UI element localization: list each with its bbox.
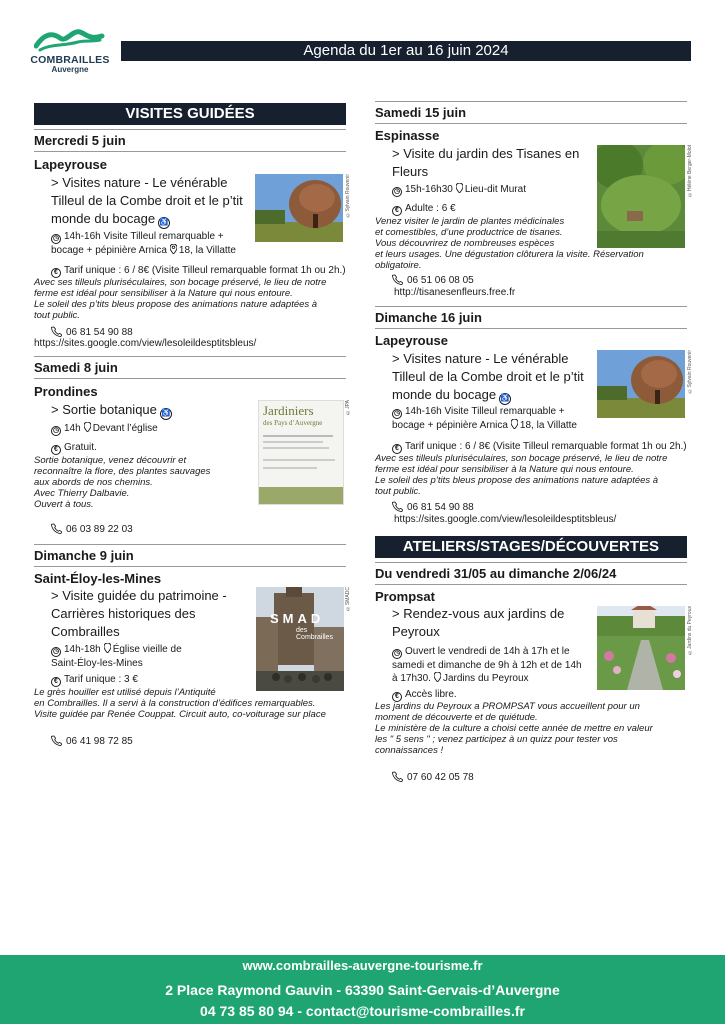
event-place: Lapeyrouse xyxy=(375,333,448,348)
event-time xyxy=(392,405,577,432)
accessibility-icon: ♿ xyxy=(160,408,172,420)
event-title xyxy=(51,401,172,420)
time-text: bocage + pépinière Arnica xyxy=(51,245,167,256)
poster-title: Jardiniers xyxy=(263,403,314,418)
phone-number: 06 51 06 08 05 xyxy=(407,275,474,286)
desc-line: Avec ses tilleuls pluriséculaires, son bocage préservé, le lieu de notre xyxy=(34,277,327,288)
event-description xyxy=(34,687,326,720)
desc-line: tout public. xyxy=(34,310,80,321)
location-pin-icon xyxy=(456,183,463,193)
price-text: Adulte : 6 € xyxy=(405,203,456,214)
footer-website[interactable]: www.combrailles-auvergne-tourisme.fr xyxy=(242,958,483,973)
event-title-line: Tilleul de la Combe droit et le p’tit xyxy=(51,193,243,208)
location-text: Saint-Éloy-les-Mines xyxy=(51,658,143,669)
time-text: bocage + pépinière Arnica xyxy=(392,420,508,431)
event-phone xyxy=(51,735,133,748)
event-place: Saint-Éloy-les-Mines xyxy=(34,571,162,586)
event-url[interactable]: http://tisanesenfleurs.free.fr xyxy=(394,287,516,298)
event-price xyxy=(51,264,346,278)
photo-credit: ©SMADC xyxy=(345,587,351,612)
event-time xyxy=(51,643,182,670)
time-text: Ouvert le vendredi de 14h à 17h et le xyxy=(405,646,570,657)
phone-icon xyxy=(51,523,62,534)
photo-sign-text: SMAD xyxy=(270,611,325,626)
day-header xyxy=(375,562,687,581)
clock-icon: ◷ xyxy=(393,188,401,195)
event-title-line: monde du bocage xyxy=(392,387,497,402)
phone-icon xyxy=(51,326,62,337)
location-text: Jardins du Peyroux xyxy=(442,673,529,684)
event-title-line: > Visites nature - Le vénérable xyxy=(51,175,228,190)
desc-line: Le grès houiller est utilisé depuis l’Antiquité xyxy=(34,687,216,698)
event-description xyxy=(375,453,667,497)
desc-line: reconnaître la flore, des plantes sauvages xyxy=(34,466,211,477)
footer-address: 2 Place Raymond Gauvin - 63390 Saint-Gervais-d’Auvergne xyxy=(165,982,560,998)
desc-line: Le soleil des p’tits bleus propose des animations nature adaptées à xyxy=(34,299,318,310)
event-price xyxy=(392,440,687,454)
photo-credit: ©Sylvain Rouvenir xyxy=(687,350,693,394)
euro-icon: € xyxy=(51,445,61,455)
event-time xyxy=(392,183,526,197)
event-price xyxy=(51,441,97,455)
event-phone xyxy=(392,274,474,287)
day-header xyxy=(34,544,346,563)
event-price xyxy=(392,688,457,702)
price-text: Gratuit. xyxy=(64,442,97,453)
price-text: Tarif unique : 6 / 8€ (Visite Tilleul remarquable format 1h ou 2h.) xyxy=(405,441,687,452)
phone-icon xyxy=(392,771,403,782)
location-pin-icon xyxy=(434,672,441,682)
event-time xyxy=(51,230,236,257)
location-pin-icon xyxy=(170,244,177,254)
clock-icon: ◷ xyxy=(393,650,401,657)
phone-number: 06 41 98 72 85 xyxy=(66,736,133,747)
photo-credit: ©Sylvain Rouvenir xyxy=(345,174,351,218)
time-text: 14h xyxy=(64,423,81,434)
desc-line: Avec Thierry Dalbavie. xyxy=(34,488,130,499)
event-place: Prondines xyxy=(34,384,98,399)
time-text: 14h-16h Visite Tilleul remarquable + xyxy=(405,406,565,417)
time-text: 14h-18h xyxy=(64,644,101,655)
event-title-line: > Rendez-vous aux jardins de xyxy=(392,606,565,621)
combrailles-logo xyxy=(30,26,110,76)
page-title: Agenda du 1er au 16 juin 2024 xyxy=(121,41,691,61)
photo-credit: ©Hélène Berger-Molot xyxy=(687,145,693,198)
desc-line: ferme est idéal pour sensibiliser à la Nature qui nous entoure. xyxy=(375,464,634,475)
phone-icon xyxy=(392,274,403,285)
peyroux-garden-photo xyxy=(597,606,685,690)
event-description xyxy=(34,455,210,510)
jardiniers-poster xyxy=(258,400,344,505)
location-text: 18, la Villatte xyxy=(178,245,236,256)
euro-icon: € xyxy=(392,206,402,216)
time-text: 14h-16h Visite Tilleul remarquable + xyxy=(64,231,224,242)
event-title-line: > Visite du jardin des Tisanes en xyxy=(392,146,580,161)
accessibility-icon: ♿ xyxy=(158,217,170,229)
location-text: 18, la Villatte xyxy=(519,420,577,431)
event-url[interactable]: https://sites.google.com/view/lesoleildesptitsbleus/ xyxy=(394,514,617,525)
clock-icon: ◷ xyxy=(52,427,60,434)
event-title-line: monde du bocage xyxy=(51,211,156,226)
desc-line: en Combrailles. Il a servi à la construction d’édifices remarquables. xyxy=(34,698,316,709)
event-title xyxy=(392,145,579,181)
day-date: Dimanche 16 juin xyxy=(375,310,482,325)
event-place: Prompsat xyxy=(375,589,435,604)
logo-mark-icon xyxy=(34,26,106,54)
event-title-line: > Visites nature - Le vénérable xyxy=(392,351,569,366)
clock-icon: ◷ xyxy=(393,410,401,417)
desc-line: Vous découvrirez de nombreuses espèces xyxy=(375,238,555,249)
desc-line: connaissances ! xyxy=(375,745,444,756)
desc-line: Le ministère de la culture a choisi cette année de mettre en valeur xyxy=(375,723,653,734)
event-title-line: Combrailles xyxy=(51,624,120,639)
time-text: 15h-16h30 xyxy=(405,184,453,195)
event-title-line: Fleurs xyxy=(392,164,429,179)
event-phone xyxy=(51,523,133,536)
event-price xyxy=(392,202,456,216)
desc-line: Les jardins du Peyroux a PROMPSAT vous accueillent pour un xyxy=(375,701,640,712)
event-title xyxy=(392,350,584,405)
accessibility-icon: ♿ xyxy=(499,393,511,405)
clock-icon: ◷ xyxy=(52,648,60,655)
location-text: Lieu-dit Murat xyxy=(464,184,526,195)
event-title xyxy=(392,605,564,641)
desc-line: les " 5 sens " ; venez participez à un quizz pour tester vos xyxy=(375,734,618,745)
phone-number: 06 81 54 90 88 xyxy=(407,502,474,513)
euro-icon: € xyxy=(392,692,402,702)
phone-number: 06 03 89 22 03 xyxy=(66,524,133,535)
desc-line: obligatoire. xyxy=(375,260,422,271)
day-header xyxy=(34,129,346,148)
desc-line: Avec ses tilleuls pluriséculaires, son bocage préservé, le lieu de notre xyxy=(375,453,668,464)
tilleul-photo xyxy=(597,350,685,418)
footer-contact[interactable]: 04 73 85 80 94 - contact@tourisme-combrailles.fr xyxy=(200,1003,525,1019)
day-header xyxy=(34,356,346,375)
photo-credit: ©Jardins du Peyroux xyxy=(687,606,693,655)
event-price xyxy=(51,673,138,687)
euro-icon: € xyxy=(392,444,402,454)
desc-line: et leurs usages. Une dégustation clôturera la visite. Réservation xyxy=(375,249,644,260)
desc-line: Sortie botanique, venez découvrir et xyxy=(34,455,187,466)
event-description xyxy=(375,701,653,756)
location-text: Église vieille de xyxy=(112,644,182,655)
desc-line: Le soleil des p’tits bleus propose des animations nature adaptées à xyxy=(375,475,659,486)
phone-icon xyxy=(392,501,403,512)
event-time xyxy=(392,645,582,685)
event-description xyxy=(375,216,644,271)
day-date: Du vendredi 31/05 au dimanche 2/06/24 xyxy=(375,566,617,581)
desc-line: ferme est idéal pour sensibiliser à la Nature qui nous entoure. xyxy=(34,288,293,299)
desc-line: Venez visiter le jardin de plantes médicinales xyxy=(375,216,565,227)
section-header-ateliers: ATELIERS/STAGES/DÉCOUVERTES xyxy=(375,536,687,558)
day-date: Dimanche 9 juin xyxy=(34,548,134,563)
event-title-line: > Sortie botanique xyxy=(51,402,157,417)
logo-subtitle: Auvergne xyxy=(51,65,89,74)
event-title-line: Peyroux xyxy=(392,624,440,639)
logo-name: COMBRAILLES xyxy=(30,54,110,66)
day-header xyxy=(375,306,687,325)
clock-icon: ◷ xyxy=(52,235,60,242)
event-description xyxy=(34,277,326,321)
phone-icon xyxy=(51,735,62,746)
event-phone xyxy=(392,501,474,514)
desc-line: moment de découverte et de quiétude. xyxy=(375,712,538,723)
tilleul-photo xyxy=(255,174,343,242)
event-place: Lapeyrouse xyxy=(34,157,107,172)
day-date: Samedi 15 juin xyxy=(375,105,467,120)
event-time xyxy=(51,422,158,436)
poster-subtitle: des Pays d’Auvergne xyxy=(263,419,323,427)
desc-line: et comestibles, d’une productrice de tisanes. xyxy=(375,227,563,238)
location-pin-icon xyxy=(104,643,111,653)
event-title xyxy=(51,587,227,641)
day-date: Samedi 8 juin xyxy=(34,360,118,375)
event-title xyxy=(51,174,243,229)
price-text: Accès libre. xyxy=(405,689,457,700)
section-header-visites: VISITES GUIDÉES xyxy=(34,103,346,125)
event-place: Espinasse xyxy=(375,128,440,143)
euro-icon: € xyxy=(51,268,61,278)
price-text: Tarif unique : 6 / 8€ (Visite Tilleul remarquable format 1h ou 2h.) xyxy=(64,265,346,276)
location-text: Devant l’église xyxy=(92,423,158,434)
desc-line: tout public. xyxy=(375,486,421,497)
event-title-line: Carrières historiques des xyxy=(51,606,196,621)
event-title-line: Tilleul de la Combe droit et le p’tit xyxy=(392,369,584,384)
phone-number: 06 81 54 90 88 xyxy=(66,327,133,338)
desc-line: Ouvert à tous. xyxy=(34,499,94,510)
day-date: Mercredi 5 juin xyxy=(34,133,126,148)
event-url[interactable]: https://sites.google.com/view/lesoleildesptitsbleus/ xyxy=(34,338,257,349)
photo-sign-subtext: des Combrailles xyxy=(296,627,333,641)
location-pin-icon xyxy=(511,419,518,429)
price-text: Tarif unique : 3 € xyxy=(64,674,138,685)
location-pin-icon xyxy=(84,422,91,432)
desc-line: Visite guidée par Renée Couppat. Circuit auto, co-voiturage sur place xyxy=(34,709,326,720)
time-text: samedi et dimanche de 9h à 12h et de 14h xyxy=(392,660,582,671)
day-header xyxy=(375,101,687,120)
event-phone xyxy=(392,771,474,784)
event-title-line: > Visite guidée du patrimoine - xyxy=(51,588,227,603)
photo-credit: ©JPA xyxy=(345,400,351,415)
phone-number: 07 60 42 05 78 xyxy=(407,772,474,783)
desc-line: aux abords de nos chemins. xyxy=(34,477,153,488)
footer xyxy=(0,955,725,1024)
church-photo xyxy=(256,587,344,691)
time-text: à 17h30. xyxy=(392,673,431,684)
euro-icon: € xyxy=(51,677,61,687)
